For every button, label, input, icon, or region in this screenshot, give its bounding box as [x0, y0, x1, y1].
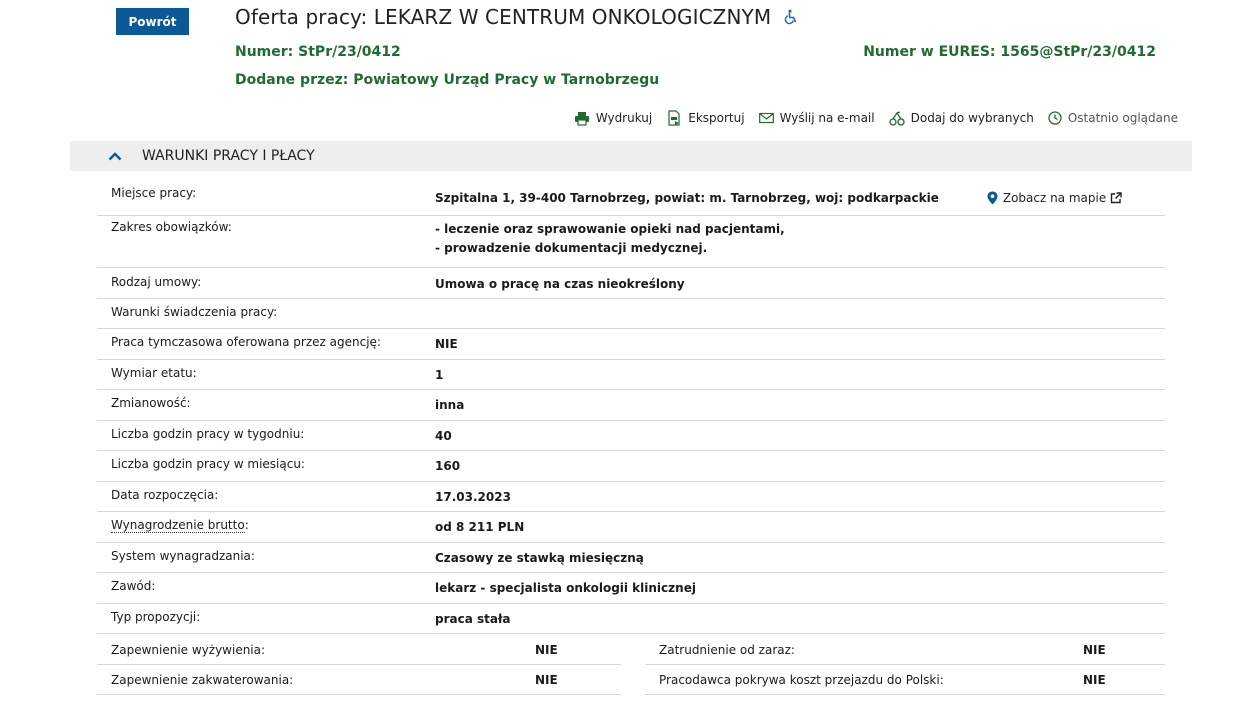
travel-value: NIE [1083, 673, 1106, 687]
start-date-value: 17.03.2023 [435, 490, 511, 504]
occupation-value: lekarz - specjalista onkologii klinicznej [435, 581, 696, 595]
food-label: Zapewnienie wyżywienia: [111, 643, 266, 657]
duties-label: Zakres obowiązków: [111, 220, 232, 234]
favorites-label: Dodaj do wybranych [910, 111, 1034, 125]
eures-number-value: 1565@StPr/23/0412 [1000, 44, 1156, 60]
added-by-label: Dodane przez: [235, 72, 349, 88]
row-pay-system [97, 543, 1165, 573]
agency-value: NIE [435, 337, 458, 351]
envelope-icon [759, 112, 774, 124]
place-value: Szpitalna 1, 39-400 Tarnobrzeg, powiat: m. Tarnobrzeg, woj: podkarpackie [435, 191, 939, 205]
housing-value: NIE [535, 673, 558, 687]
row-shift [97, 390, 1165, 421]
offer-number [235, 44, 401, 60]
duty-line-1: - leczenie oraz sprawowanie opieki nad pacjentami, [435, 222, 785, 236]
row-occupation [97, 573, 1165, 604]
housing-label: Zapewnienie zakwaterowania: [111, 673, 294, 687]
food-cell [97, 634, 621, 665]
offer-title-text: Oferta pracy: LEKARZ W CENTRUM ONKOLOGICZNYM [235, 5, 772, 29]
place-label: Miejsce pracy: [111, 186, 197, 200]
salary-value: od 8 211 PLN [435, 520, 525, 534]
proposal-type-label: Typ propozycji: [111, 610, 201, 624]
row-terms [97, 299, 1165, 329]
added-by [235, 72, 659, 88]
row-monthly-hours [97, 451, 1165, 482]
eures-number-label: Numer w EURES: [863, 44, 996, 60]
contract-value: Umowa o pracę na czas nieokreślony [435, 277, 685, 291]
salary-label-colon: : [244, 518, 249, 532]
add-to-favorites-button[interactable] [889, 110, 1034, 126]
row-start-date [97, 482, 1165, 512]
shift-value: inna [435, 398, 465, 412]
export-label: Eksportuj [688, 111, 745, 125]
fte-label: Wymiar etatu: [111, 366, 197, 380]
row-fte [97, 360, 1165, 390]
page-title [235, 5, 799, 29]
printer-icon [574, 111, 590, 126]
monthly-hours-label: Liczba godzin pracy w miesiącu: [111, 457, 305, 471]
occupation-label: Zawód: [111, 579, 156, 593]
section-toggle-work-conditions[interactable] [70, 141, 1192, 171]
shift-label: Zmianowość: [111, 396, 191, 410]
section-title: WARUNKI PRACY I PŁACY [142, 148, 315, 164]
row-pair-housing-travel [97, 665, 1165, 695]
terms-label: Warunki świadczenia pracy: [111, 305, 278, 319]
row-duties [97, 216, 1165, 268]
cherries-icon [889, 111, 905, 126]
salary-label [111, 518, 435, 532]
travel-label: Pracodawca pokrywa koszt przejazdu do Polski: [659, 673, 944, 687]
eures-number [863, 44, 1156, 60]
conditions-table [97, 179, 1165, 634]
weekly-hours-label: Liczba godzin pracy w tygodniu: [111, 427, 305, 441]
map-pin-icon [987, 191, 998, 205]
place-value-cell [435, 190, 1165, 206]
row-pair-food-immediate [97, 634, 1165, 665]
action-toolbar [560, 110, 1178, 126]
pay-system-label: System wynagradzania: [111, 549, 255, 563]
row-weekly-hours [97, 421, 1165, 451]
row-salary [97, 512, 1165, 543]
weekly-hours-value: 40 [435, 429, 452, 443]
external-link-icon [1110, 192, 1122, 204]
duties-value [435, 220, 1165, 258]
email-button[interactable] [759, 110, 875, 126]
monthly-hours-value: 160 [435, 459, 461, 473]
proposal-type-value: praca stała [435, 612, 511, 626]
wheelchair-icon [783, 9, 799, 25]
pay-system-value: Czasowy ze stawką miesięczną [435, 551, 644, 565]
immediate-cell [645, 634, 1165, 665]
show-on-map-link[interactable] [987, 190, 1127, 206]
print-button[interactable] [574, 110, 652, 126]
recent-label: Ostatnio oglądane [1067, 111, 1178, 125]
recently-viewed-button[interactable] [1048, 110, 1178, 126]
offer-number-label: Numer: [235, 44, 294, 60]
salary-tooltip-trigger[interactable]: Wynagrodzenie brutto [111, 518, 245, 532]
added-by-value: Powiatowy Urząd Pracy w Tarnobrzegu [353, 72, 660, 88]
contract-label: Rodzaj umowy: [111, 275, 202, 289]
row-contract [97, 268, 1165, 299]
export-file-icon [666, 110, 682, 126]
print-label: Wydrukuj [595, 111, 653, 125]
fte-value: 1 [435, 368, 444, 382]
back-button[interactable]: Powrót [116, 8, 189, 35]
travel-cell [645, 665, 1165, 695]
clock-icon [1048, 111, 1062, 125]
start-date-label: Data rozpoczęcia: [111, 488, 219, 502]
email-label: Wyślij na e-mail [779, 111, 875, 125]
immediate-label: Zatrudnienie od zaraz: [659, 643, 795, 657]
row-proposal-type [97, 604, 1165, 634]
row-agency [97, 329, 1165, 360]
offer-number-value: StPr/23/0412 [298, 44, 401, 60]
map-link-label: Zobacz na mapie [1002, 191, 1107, 205]
export-button[interactable] [666, 110, 744, 126]
chevron-up-icon [108, 152, 122, 161]
housing-cell [97, 665, 621, 695]
duty-line-2: - prowadzenie dokumentacji medycznej. [435, 241, 708, 255]
food-value: NIE [535, 643, 558, 657]
row-place [97, 179, 1165, 216]
agency-label: Praca tymczasowa oferowana przez agencję: [111, 335, 381, 349]
immediate-value: NIE [1083, 643, 1106, 657]
